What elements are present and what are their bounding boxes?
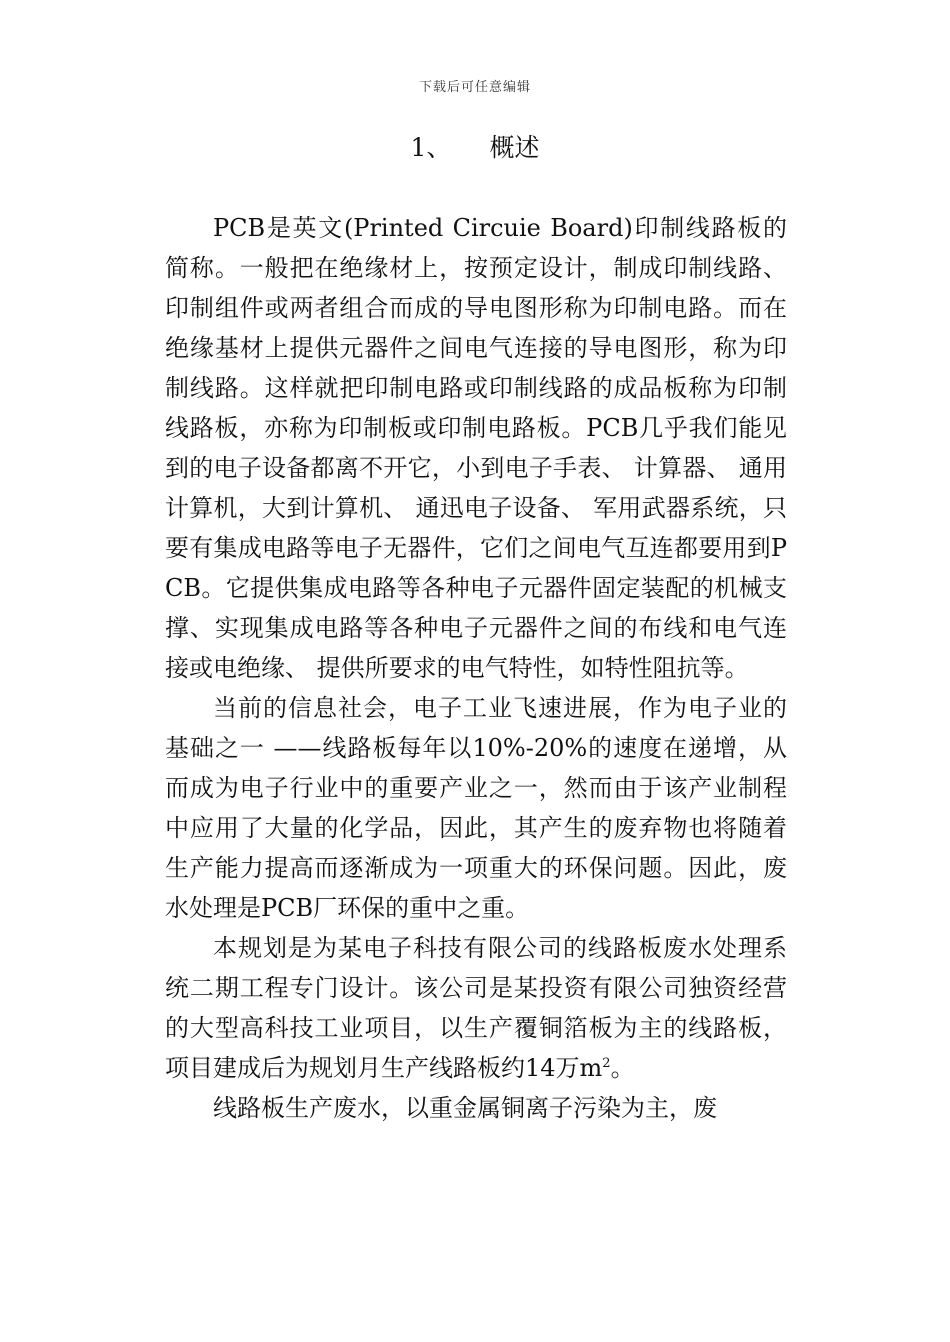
body-text — [165, 208, 787, 1128]
paragraph-wastewater: 线路板生产废水，以重金属铜离子污染为主，废 — [213, 1094, 717, 1122]
paragraph-project-plan — [165, 928, 787, 1088]
paragraph-industry-growth: 当前的信息社会，电子工业飞速进展，作为电子业的基础之一 ——线路板每年以10%-20%的速度在递增，从而成为电子行业中的重要产业之一，然而由于该产业制程中应用了大量的化学品，因此，其产生的废弃物也将随着生产能力提高而逐渐成为一项重大的环保问题。因此，废水处理是PCB厂环保的重中之重。 — [165, 694, 787, 922]
paragraph-project-plan-suffix: 。 — [610, 1054, 635, 1082]
section-heading — [0, 130, 950, 166]
header-note: 下载后可任意编辑 — [418, 80, 531, 95]
paragraph-pcb-intro: PCB是英文(Printed Circuie Board)印制线路板的简称。一般把在绝缘材上，按预定设计，制成印制线路、 印制组件或两者组合而成的导电图形称为印制电路。而在绝缘基材上提供元器件之间电气连接的导电图形，称为印制线路。这样就把印制电路或印制线路的成品板称为印制线路板，亦称为印制板或印制电路板。PCB几乎我们能见到的电子设备都离不开它，小到电子手表、 计算器、 通用计算机，大到计算机、 通迅电子设备、 军用武器系统，只要有集成电路等电子无器件，它们之间电气互连都要用到PCB。它提供集成电路等各种电子元器件固定装配的机械支撑、实现集成电路等各种电子元器件之间的布线和电气连接或电绝缘、 提供所要求的电气特性，如特性阻抗等。 — [165, 214, 787, 682]
section-title: 概述 — [489, 133, 540, 162]
section-number: 1、 — [410, 133, 452, 162]
area-unit-superscript: 2 — [602, 1056, 611, 1071]
paragraph-project-plan-text: 本规划是为某电子科技有限公司的线路板废水处理系统二期工程专门设计。该公司是某投资有限公司独资经营的大型高科技工业项目，以生产覆铜箔板为主的线路板，项目建成后为规划月生产线路板约14万m — [165, 934, 787, 1082]
